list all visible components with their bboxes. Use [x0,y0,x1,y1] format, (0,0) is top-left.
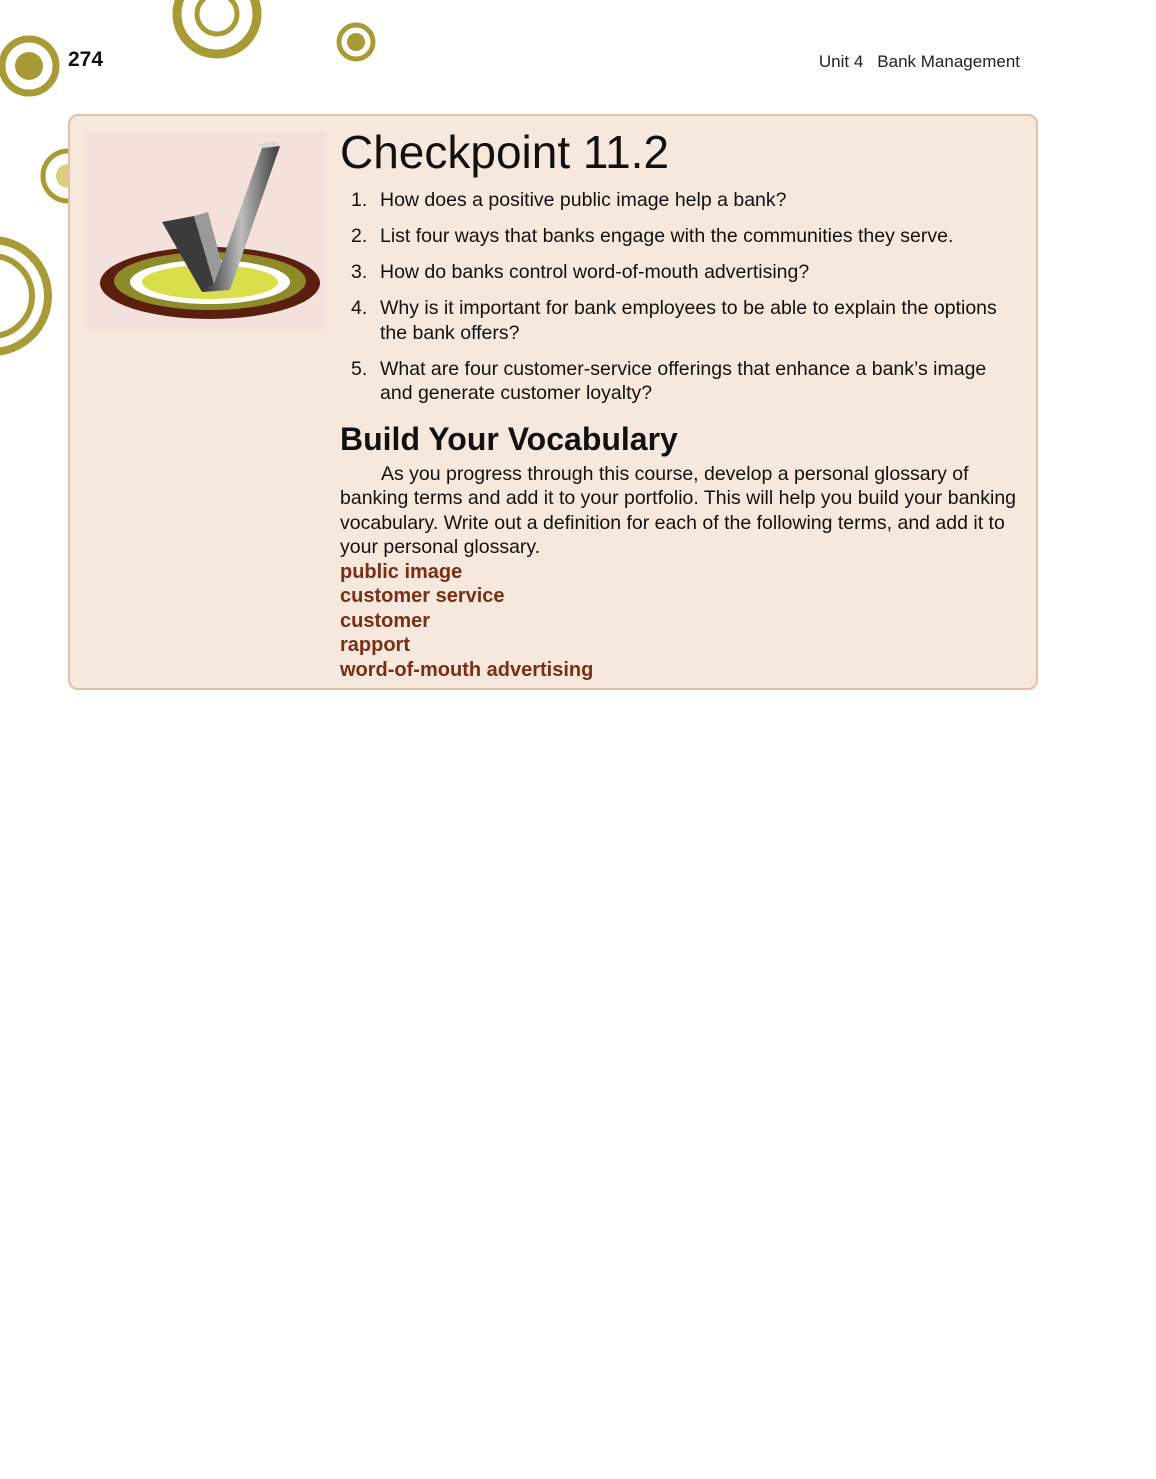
vocabulary-term: public image [340,560,463,583]
question-text: How do banks control word-of-mouth advertising? [380,261,810,283]
question-number: 5. [351,357,368,380]
page-number: 274 [68,48,104,71]
unit-label: Unit 4 [818,52,864,71]
checkmark-target-icon [86,132,326,330]
question-text: Why is it important for bank employees to be able to explain the options the bank offers? [380,297,997,344]
question-item [340,357,1020,406]
vocabulary-intro: As you progress through this course, develop a personal glossary of banking terms and add it to your portfolio. This will help you build your banking vocabulary. Write out a definition for each of the following terms, and add it to your personal glossary. [340,462,1017,558]
vocabulary-term: rapport [340,634,410,656]
vocabulary-term-list [340,560,1020,683]
vocabulary-term: customer service [340,585,505,607]
question-number: 1. [351,189,368,211]
checkpoint-icon-tile [86,132,326,330]
question-item [340,260,1020,285]
question-item [340,188,1020,213]
question-item [340,224,1020,249]
vocabulary-term: customer [340,609,431,632]
question-list [340,188,1020,406]
question-number: 3. [351,261,368,283]
section-label: Bank Management [877,52,1020,71]
checkpoint-title: Checkpoint 11.2 [340,126,670,178]
question-text: What are four customer-service offerings that enhance a bank’s image and generate customer loyalty? [380,357,987,404]
question-item [340,296,1020,345]
question-text: List four ways that banks engage with the communities they serve. [380,225,954,247]
checkpoint-content [340,124,1020,682]
question-text: How does a positive public image help a bank? [380,189,787,211]
question-number: 2. [351,225,368,247]
vocabulary-title: Build Your Vocabulary [340,420,678,457]
vocabulary-term: word-of-mouth advertising [340,658,594,681]
running-head [819,52,1020,72]
question-number: 4. [351,297,368,319]
